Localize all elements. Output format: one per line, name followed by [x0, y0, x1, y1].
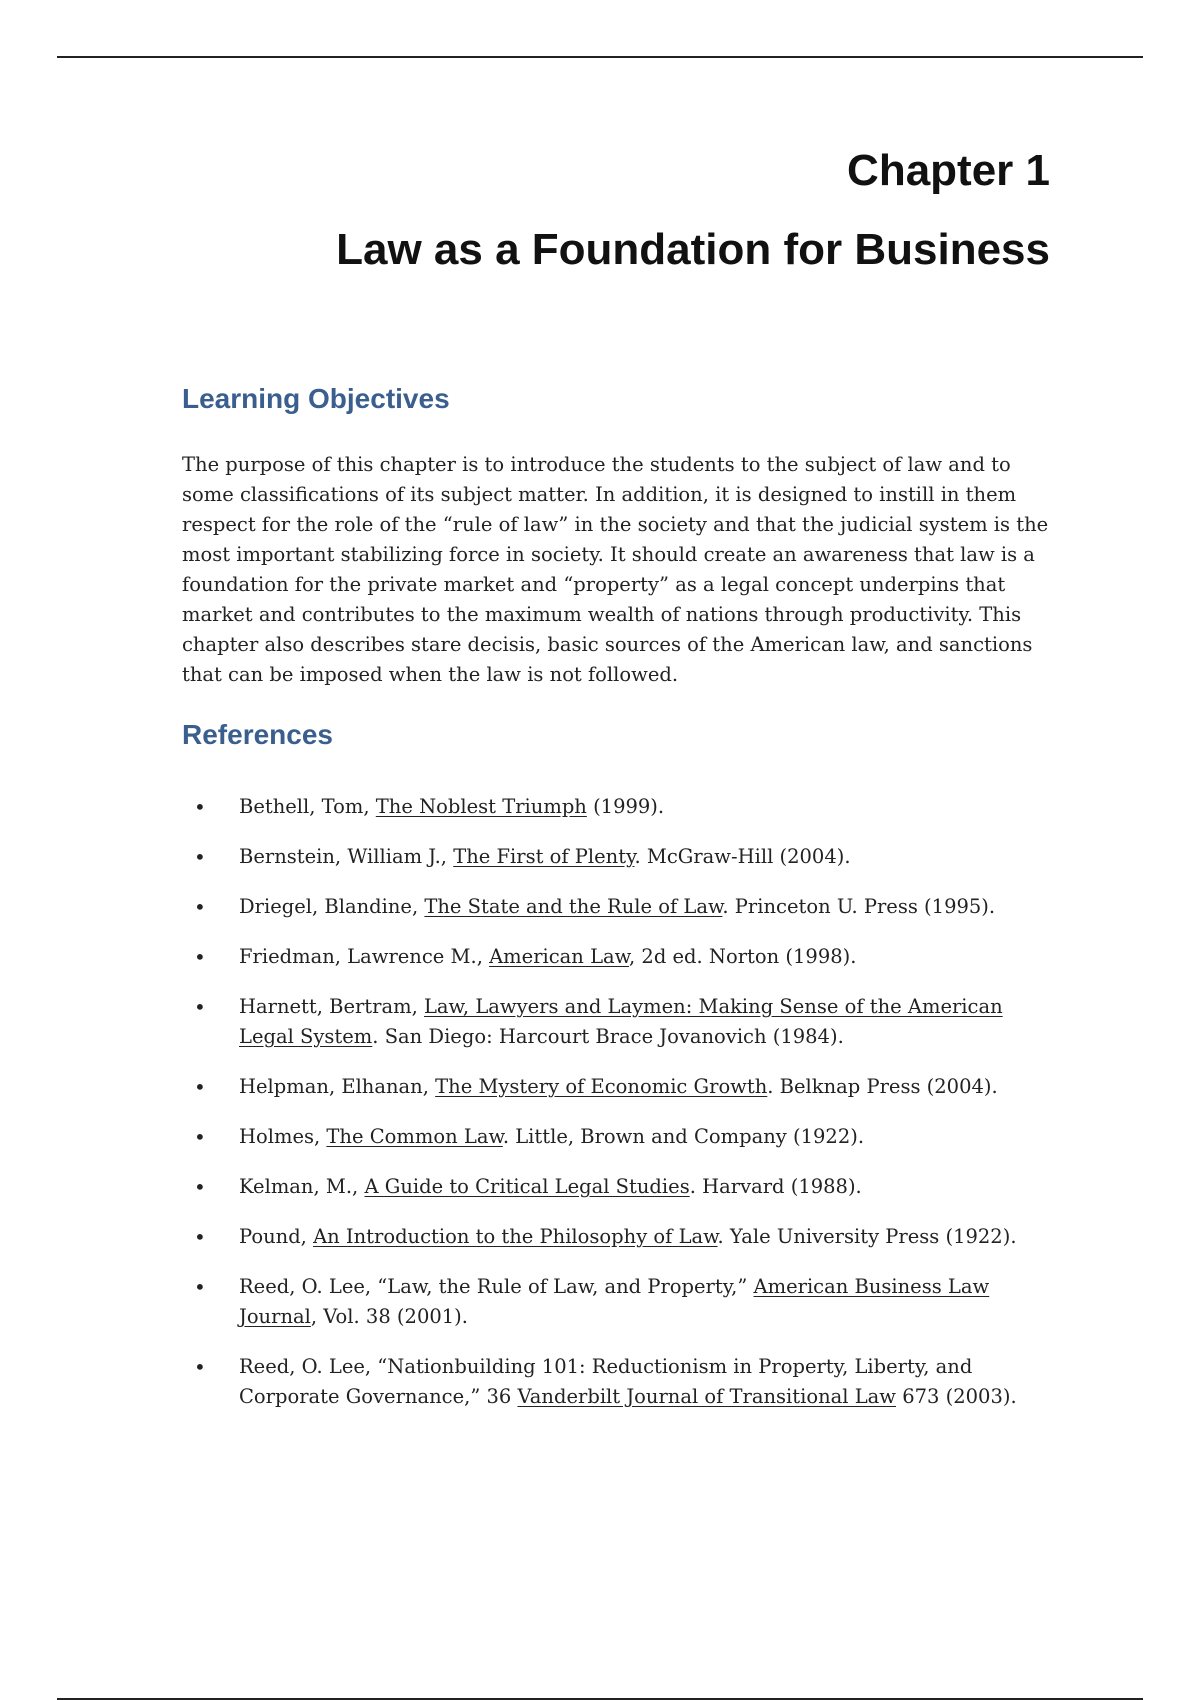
reference-prefix: Holmes, — [239, 1125, 327, 1148]
reference-item — [182, 1122, 1062, 1152]
reference-item — [182, 1222, 1062, 1252]
bullet-icon: • — [194, 1125, 206, 1149]
reference-item — [182, 1352, 1062, 1412]
reference-item — [182, 842, 1062, 872]
reference-title: The State and the Rule of Law — [424, 895, 723, 918]
reference-title: Law, Lawyers and Laymen: Making Sense of the American Legal System — [239, 995, 1003, 1048]
references-list — [182, 792, 1062, 1432]
bullet-icon: • — [194, 795, 206, 819]
reference-suffix: , 2d ed. Norton (1998). — [629, 945, 857, 968]
learning-objectives-text: The purpose of this chapter is to introduce the students to the subject of law and to some classifications of its subject matter. In addition, it is designed to instill in them respect for the role of the “rule of law” in the society and that the judicial system is the most important stabilizing force in society. It should create an awareness that law is a foundation for the private market and “property” as a legal concept underpins that market and contributes to the maximum wealth of nations through productivity. This chapter also describes stare decisis, basic sources of the American law, and sanctions that can be imposed when the law is not followed. — [182, 453, 1049, 686]
reference-prefix: Driegel, Blandine, — [239, 895, 425, 918]
reference-title: A Guide to Critical Legal Studies — [364, 1175, 690, 1198]
bullet-icon: • — [194, 995, 206, 1019]
reference-suffix: . Princeton U. Press (1995). — [722, 895, 996, 918]
bullet-icon: • — [194, 1075, 206, 1099]
reference-title: American Business Law Journal — [239, 1275, 990, 1328]
reference-item — [182, 1172, 1062, 1202]
reference-suffix: , Vol. 38 (2001). — [310, 1305, 468, 1328]
reference-title: American Law — [489, 945, 630, 968]
learning-objectives-heading: Learning Objectives — [182, 383, 450, 414]
reference-suffix: 673 (2003). — [896, 1385, 1017, 1408]
reference-item — [182, 992, 1062, 1052]
reference-suffix: . McGraw-Hill (2004). — [634, 845, 851, 868]
bullet-icon: • — [194, 1175, 206, 1199]
references-heading: References — [182, 719, 333, 750]
bullet-icon: • — [194, 845, 206, 869]
reference-item — [182, 792, 1062, 822]
reference-prefix: Pound, — [239, 1225, 314, 1248]
reference-prefix: Reed, O. Lee, “Nationbuilding 101: Reductionism in Property, Liberty, and Corporate Governance,” 36 — [239, 1355, 973, 1408]
reference-item — [182, 1072, 1062, 1102]
reference-title: The Mystery of Economic Growth — [435, 1075, 768, 1098]
reference-item — [182, 1272, 1062, 1332]
reference-title: An Introduction to the Philosophy of Law — [313, 1225, 718, 1248]
reference-suffix: . San Diego: Harcourt Brace Jovanovich (1984). — [372, 1025, 844, 1048]
reference-prefix: Helpman, Elhanan, — [239, 1075, 436, 1098]
bullet-icon: • — [194, 1225, 206, 1249]
reference-prefix: Harnett, Bertram, — [239, 995, 424, 1018]
reference-item — [182, 942, 1062, 972]
reference-title: The Common Law — [326, 1125, 503, 1148]
chapter-number: Chapter 1 — [847, 146, 1050, 195]
chapter-title: Law as a Foundation for Business — [336, 225, 1050, 274]
reference-title: Vanderbilt Journal of Transitional Law — [517, 1385, 896, 1408]
reference-prefix: Kelman, M., — [239, 1175, 365, 1198]
reference-suffix: . Yale University Press (1922). — [717, 1225, 1017, 1248]
top-rule — [57, 56, 1143, 58]
reference-item — [182, 892, 1062, 922]
reference-prefix: Reed, O. Lee, “Law, the Rule of Law, and Property,” — [239, 1275, 754, 1298]
reference-prefix: Bernstein, William J., — [239, 845, 454, 868]
reference-prefix: Friedman, Lawrence M., — [239, 945, 490, 968]
bullet-icon: • — [194, 895, 206, 919]
reference-title: The First of Plenty — [453, 845, 635, 868]
reference-suffix: . Little, Brown and Company (1922). — [502, 1125, 865, 1148]
reference-title: The Noblest Triumph — [375, 795, 587, 818]
bullet-icon: • — [194, 945, 206, 969]
bullet-icon: • — [194, 1275, 206, 1299]
reference-suffix: . Belknap Press (2004). — [767, 1075, 998, 1098]
reference-prefix: Bethell, Tom, — [239, 795, 376, 818]
reference-suffix: . Harvard (1988). — [689, 1175, 862, 1198]
bullet-icon: • — [194, 1355, 206, 1379]
reference-suffix: (1999). — [586, 795, 665, 818]
